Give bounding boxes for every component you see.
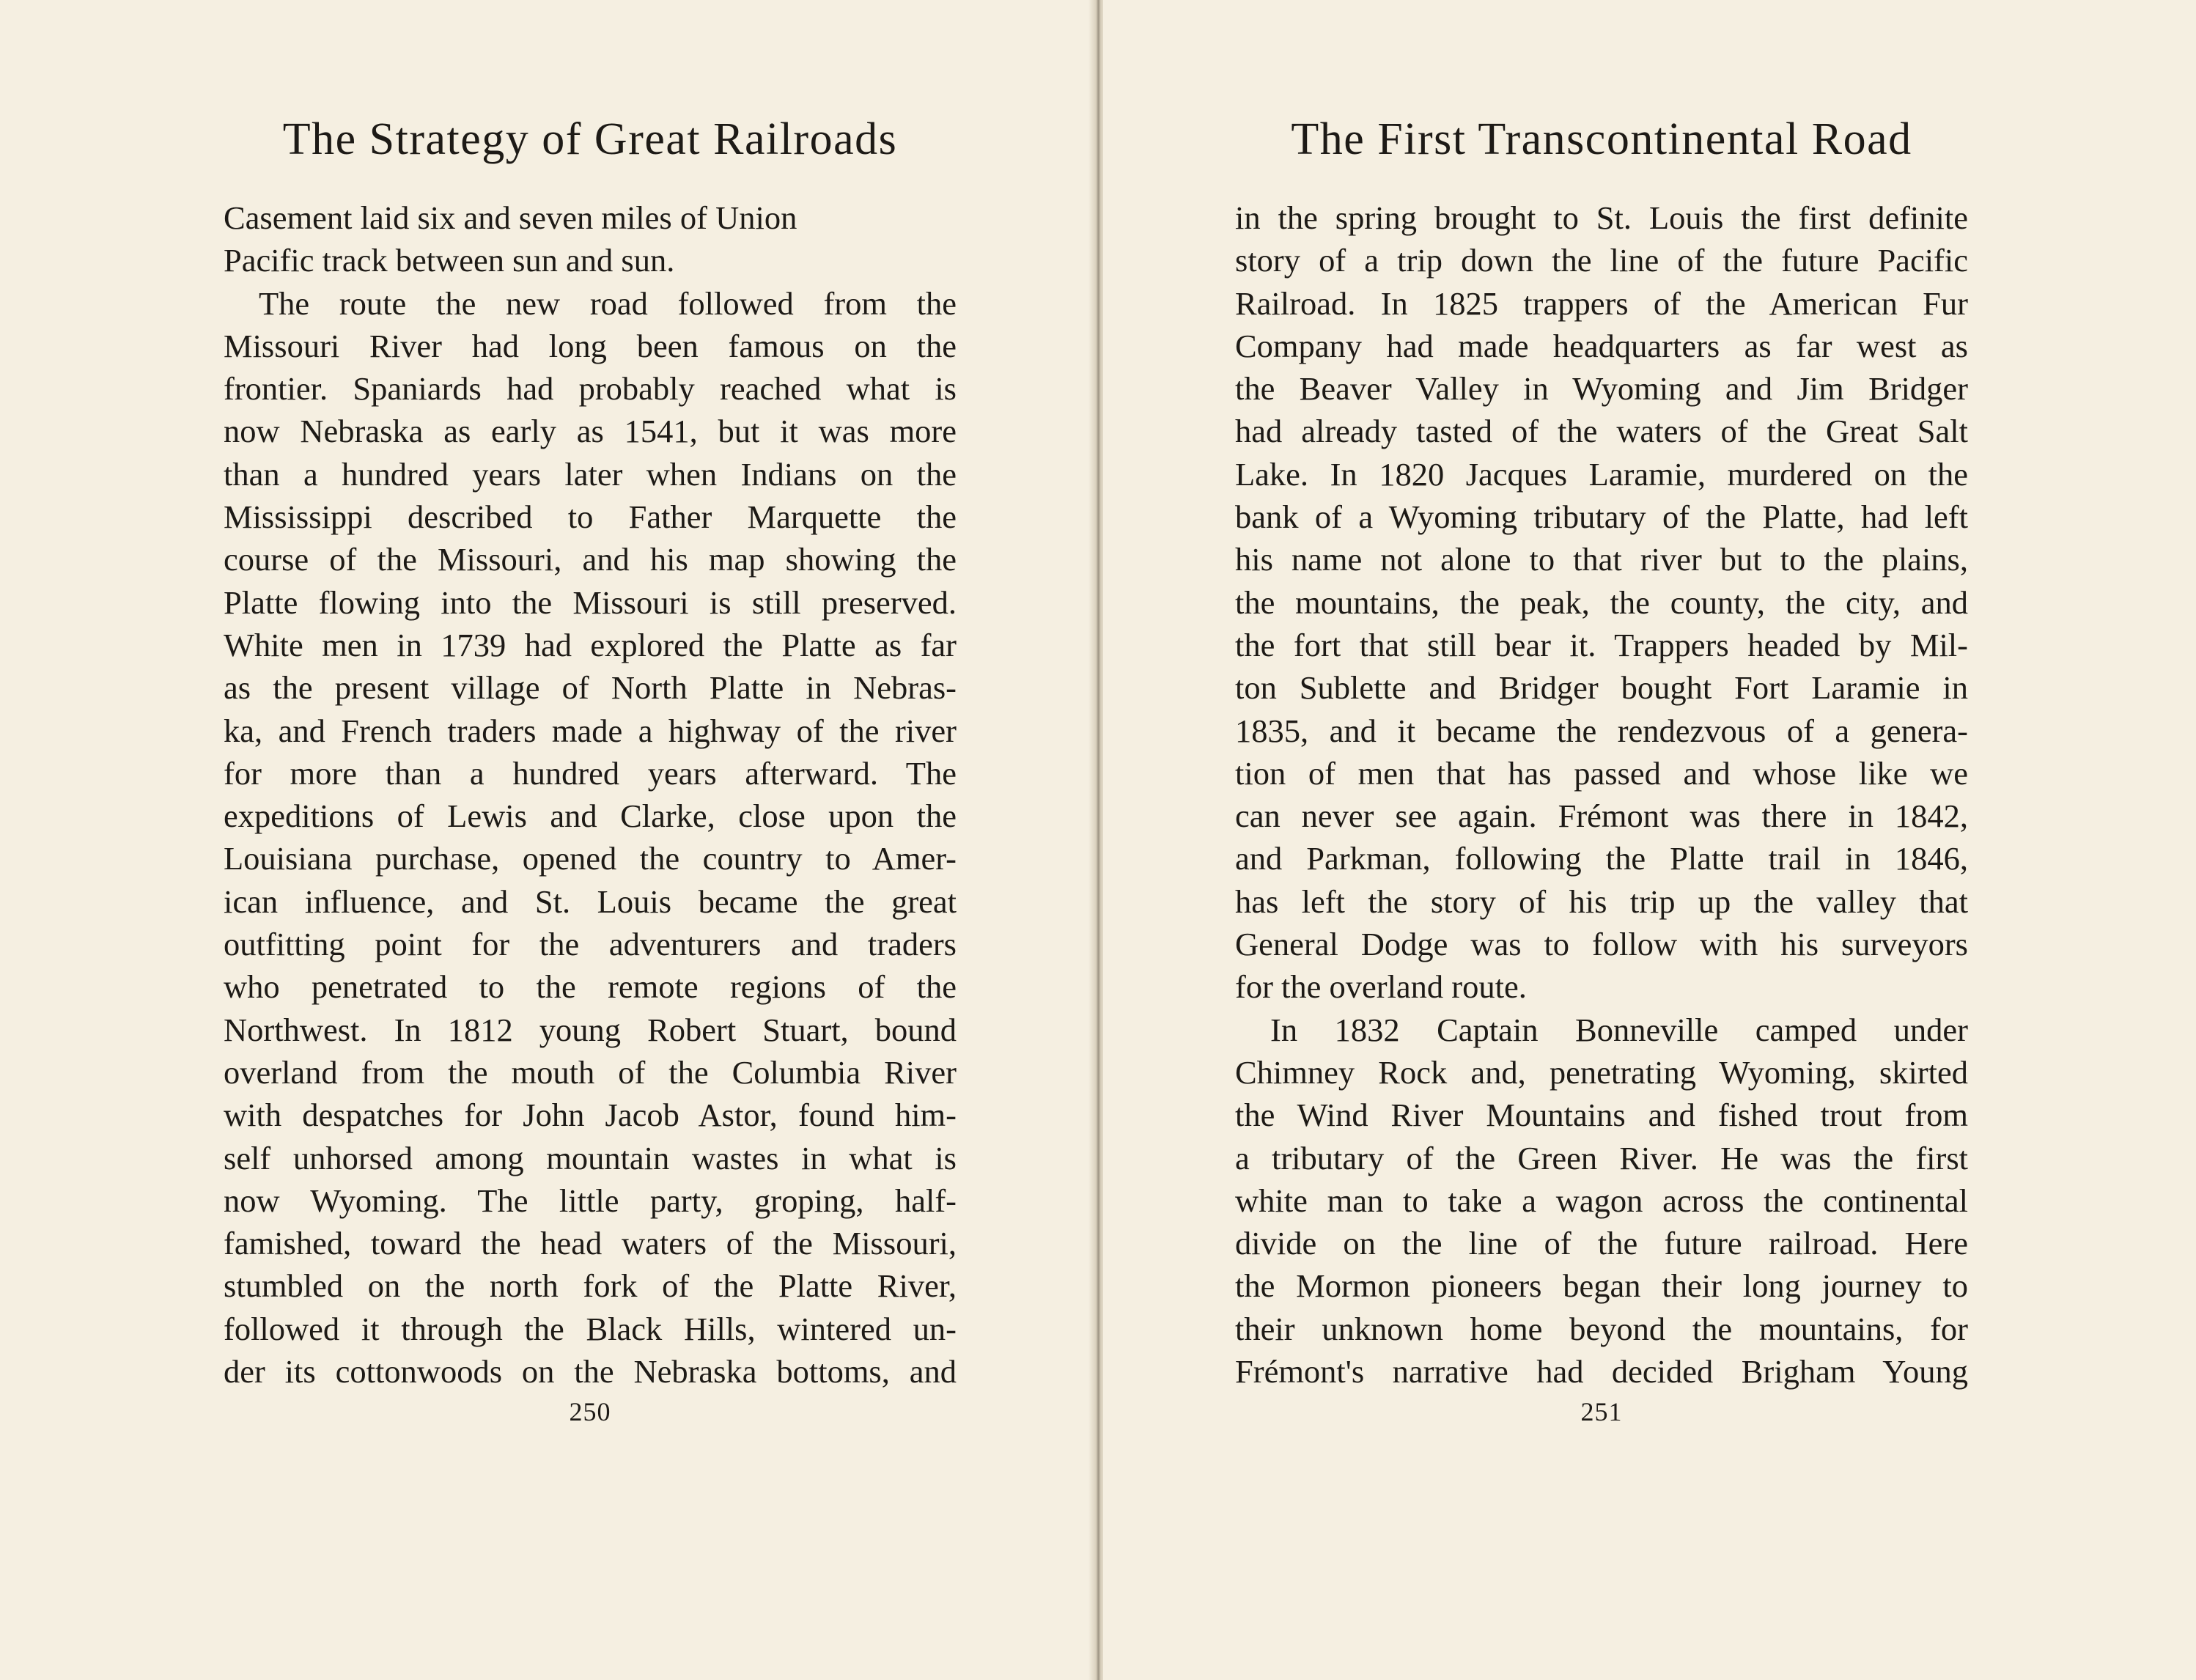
text-line: the mountains, the peak, the county, the city, and — [1235, 583, 1968, 621]
text-line: Northwest. In 1812 young Robert Stuart, bound — [224, 1011, 957, 1048]
text-line: for the overland route. — [1235, 968, 1527, 1006]
page-number-left: 250 — [569, 1397, 611, 1426]
text-line: ka, and French traders made a highway of the river — [224, 712, 957, 749]
text-line: than a hundred years later when Indians on the — [224, 455, 957, 493]
text-line: Railroad. In 1825 trappers of the American Fur — [1235, 284, 1968, 322]
text-line: the Mormon pioneers began their long journey to — [1235, 1267, 1968, 1305]
text-line: followed it through the Black Hills, wintered un- — [224, 1310, 957, 1347]
body-text-right — [1235, 196, 1968, 1393]
text-line: The route the new road followed from the — [259, 284, 957, 322]
text-line: In 1832 Captain Bonneville camped under — [1270, 1011, 1968, 1048]
text-line: overland from the mouth of the Columbia River — [224, 1053, 957, 1091]
left-page — [0, 0, 1096, 1680]
text-line: frontier. Spaniards had probably reached what is — [224, 370, 957, 408]
text-line: the Beaver Valley in Wyoming and Jim Bridger — [1235, 370, 1968, 408]
text-line: outfitting point for the adventurers and traders — [224, 926, 957, 963]
text-line: Platte flowing into the Missouri is still preserved. — [224, 583, 957, 621]
text-line: stumbled on the north fork of the Platte River, — [224, 1267, 957, 1305]
text-line: Mississippi described to Father Marquette the — [224, 498, 957, 536]
text-line: der its cottonwoods on the Nebraska bottoms, and — [224, 1353, 957, 1390]
text-line: ton Sublette and Bridger bought Fort Laramie in — [1235, 669, 1968, 707]
text-line: who penetrated to the remote regions of the — [224, 968, 957, 1006]
text-line: with despatches for John Jacob Astor, found him- — [224, 1097, 957, 1134]
text-line: the Wind River Mountains and fished trout from — [1235, 1097, 1968, 1134]
right-page — [1103, 0, 2196, 1680]
text-line: story of a trip down the line of the future Pacific — [1235, 242, 1968, 279]
text-line: 1835, and it became the rendezvous of a genera- — [1235, 712, 1968, 749]
running-head-left: The Strategy of Great Railroads — [282, 114, 898, 164]
text-line: Chimney Rock and, penetrating Wyoming, skirted — [1235, 1053, 1968, 1091]
text-line: ican influence, and St. Louis became the great — [224, 883, 957, 920]
text-line: white man to take a wagon across the continental — [1235, 1182, 1968, 1219]
text-line: can never see again. Frémont was there in 1842, — [1235, 797, 1968, 835]
text-line: now Wyoming. The little party, groping, half- — [224, 1182, 957, 1219]
text-line: self unhorsed among mountain wastes in what is — [224, 1139, 957, 1176]
text-line: his name not alone to that river but to the plains, — [1235, 541, 1968, 578]
running-head-right: The First Transcontinental Road — [1291, 114, 1912, 164]
text-line: course of the Missouri, and his map showing the — [224, 541, 957, 578]
text-line: has left the story of his trip up the valley that — [1235, 883, 1968, 920]
text-line: famished, toward the head waters of the Missouri, — [224, 1225, 957, 1262]
text-line: tion of men that has passed and whose like we — [1235, 754, 1968, 792]
text-line: a tributary of the Green River. He was the first — [1235, 1139, 1968, 1176]
text-line: their unknown home beyond the mountains, for — [1235, 1310, 1968, 1347]
text-line: Company had made headquarters as far west as — [1235, 327, 1968, 364]
body-text-left — [224, 196, 957, 1393]
text-line: Lake. In 1820 Jacques Laramie, murdered on the — [1235, 455, 1968, 493]
text-line: divide on the line of the future railroad. Here — [1235, 1225, 1968, 1262]
text-line: Pacific track between sun and sun. — [224, 242, 675, 279]
text-line: as the present village of North Platte in Nebras- — [224, 669, 957, 707]
text-line: Louisiana purchase, opened the country to Amer- — [224, 840, 957, 877]
page-number-right: 251 — [1580, 1397, 1623, 1426]
text-line: bank of a Wyoming tributary of the Platte, had left — [1235, 498, 1968, 536]
text-line: Frémont's narrative had decided Brigham Young — [1235, 1353, 1968, 1390]
text-line: White men in 1739 had explored the Platte as far — [224, 626, 957, 663]
text-line: the fort that still bear it. Trappers headed by Mil- — [1235, 626, 1968, 663]
text-line: and Parkman, following the Platte trail in 1846, — [1235, 840, 1968, 877]
text-line: Casement laid six and seven miles of Union — [224, 199, 797, 236]
text-line: in the spring brought to St. Louis the first definite — [1235, 199, 1968, 236]
text-line: for more than a hundred years afterward. The — [224, 754, 957, 792]
text-line: General Dodge was to follow with his surveyors — [1235, 926, 1968, 963]
text-line: now Nebraska as early as 1541, but it was more — [224, 413, 957, 450]
text-line: had already tasted of the waters of the Great Salt — [1235, 413, 1968, 450]
text-line: Missouri River had long been famous on the — [224, 327, 957, 364]
text-line: expeditions of Lewis and Clarke, close upon the — [224, 797, 957, 835]
